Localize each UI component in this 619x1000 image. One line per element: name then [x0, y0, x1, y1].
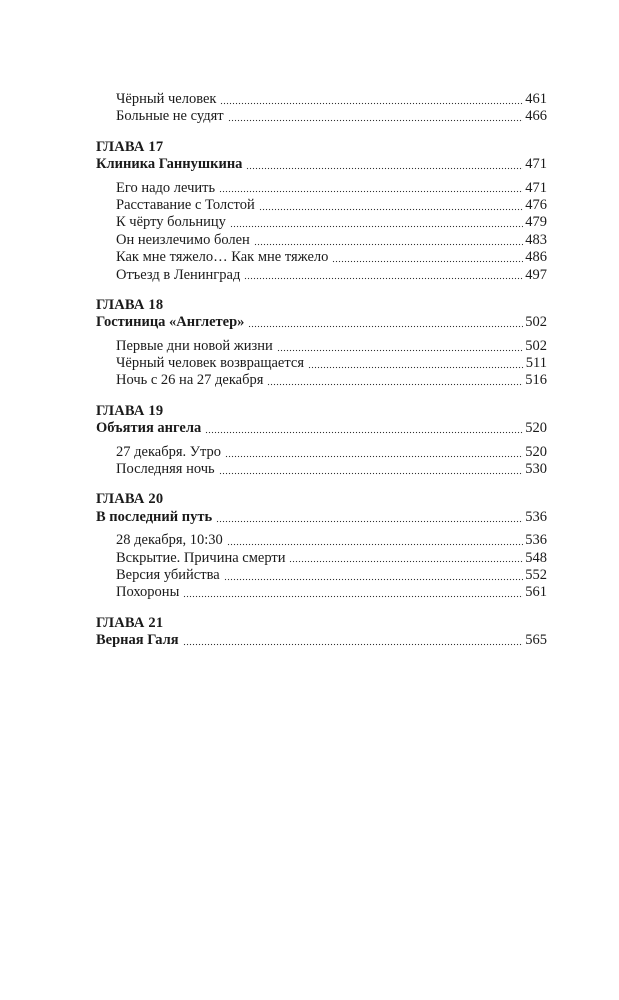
dot-leader [308, 365, 524, 369]
toc-entry-title: Версия убийства [116, 566, 220, 583]
dot-leader [183, 643, 524, 647]
toc-entry-title: Ночь с 26 на 27 декабря [116, 372, 264, 389]
toc-subentry[interactable] [96, 444, 547, 461]
toc-page-number: 516 [525, 372, 547, 389]
dot-leader [228, 119, 524, 123]
toc-entry-title: Чёрный человек [116, 91, 217, 107]
dot-leader [267, 383, 523, 387]
toc-subentry[interactable] [96, 355, 547, 372]
dot-leader [289, 560, 523, 564]
toc-page-number: 483 [525, 231, 547, 248]
toc-page-number: 536 [525, 508, 547, 525]
toc-entry-title: Гостиница «Англетер» [96, 314, 245, 331]
toc-entry-title: 27 декабря. Утро [116, 443, 222, 460]
toc-entry-title: Похороны [116, 584, 180, 601]
toc-entry-title: К чёрту больницу [116, 214, 226, 231]
dot-leader [259, 207, 524, 211]
toc-entry-title: Его надо лечить [116, 179, 216, 196]
toc-page-number: 520 [525, 420, 547, 437]
toc-page-number: 561 [525, 584, 547, 601]
dot-leader [254, 242, 523, 246]
toc-page-number: 520 [525, 443, 547, 460]
dot-leader [219, 471, 524, 475]
chapter-heading: ГЛАВА 17 [96, 138, 164, 155]
toc-entry-title: Объятия ангела [96, 420, 202, 437]
toc-page-number: 466 [525, 108, 547, 125]
toc-subentry[interactable] [96, 197, 547, 214]
toc-subentry[interactable] [96, 372, 547, 389]
table-of-contents [96, 91, 547, 650]
toc-subentry[interactable] [96, 267, 547, 284]
toc-subentry[interactable] [96, 232, 547, 249]
toc-page-number: 479 [525, 214, 547, 231]
dot-leader [277, 348, 524, 352]
dot-leader [248, 325, 523, 329]
toc-page-number: 536 [525, 532, 547, 549]
toc-page-number: 548 [525, 549, 547, 566]
toc-entry-title: Как мне тяжело… Как мне тяжело [116, 249, 329, 266]
toc-entry-title: Отъезд в Ленинград [116, 266, 241, 283]
toc-section-entry[interactable] [96, 509, 547, 526]
chapter-heading: ГЛАВА 20 [96, 491, 164, 508]
toc-subentry[interactable] [96, 584, 547, 601]
toc-page-number: 511 [525, 355, 547, 372]
dot-leader [224, 577, 524, 581]
dot-leader [246, 167, 523, 171]
toc-page-number: 497 [525, 266, 547, 283]
toc-page-number: 471 [525, 156, 547, 173]
toc-subentry[interactable] [96, 461, 547, 478]
toc-entry-title: Последняя ночь [116, 461, 215, 478]
dot-leader [225, 454, 523, 458]
toc-page-number: 530 [525, 461, 547, 478]
toc-entry-title: Он неизлечимо болен [116, 231, 250, 248]
toc-entry-title: Клиника Ганнушкина [96, 156, 243, 173]
toc-subentry[interactable] [96, 567, 547, 584]
chapter-heading: ГЛАВА 18 [96, 296, 164, 313]
toc-entry-title: Больные не судят [116, 108, 224, 125]
toc-page-number: 502 [525, 337, 547, 354]
toc-subentry[interactable] [96, 91, 547, 108]
dot-leader [183, 595, 523, 599]
dot-leader [216, 519, 523, 523]
dot-leader [220, 101, 523, 105]
toc-page-number: 476 [525, 196, 547, 213]
toc-entry-title: Вскрытие. Причина смерти [116, 549, 286, 566]
toc-page-number: 461 [525, 91, 547, 107]
toc-section-entry[interactable] [96, 632, 547, 649]
toc-subentry[interactable] [96, 338, 547, 355]
dot-leader [219, 190, 523, 194]
toc-page-number: 471 [525, 179, 547, 196]
chapter-heading: ГЛАВА 19 [96, 402, 164, 419]
dot-leader [332, 260, 523, 264]
toc-subentry[interactable] [96, 108, 547, 125]
toc-entry-title: Чёрный человек возвращается [116, 355, 304, 372]
toc-entry-title: Первые дни новой жизни [116, 337, 273, 354]
dot-leader [227, 543, 523, 547]
toc-entry-title: Расставание с Толстой [116, 196, 255, 213]
dot-leader [205, 431, 523, 435]
toc-subentry[interactable] [96, 180, 547, 197]
toc-page-number: 552 [525, 566, 547, 583]
chapter-heading: ГЛАВА 21 [96, 614, 164, 631]
toc-page-number: 502 [525, 314, 547, 331]
toc-page-number: 486 [525, 249, 547, 266]
dot-leader [244, 277, 523, 281]
toc-section-entry[interactable] [96, 420, 547, 437]
toc-subentry[interactable] [96, 249, 547, 266]
dot-leader [230, 225, 523, 229]
toc-section-entry[interactable] [96, 156, 547, 173]
toc-entry-title: Верная Галя [96, 632, 179, 649]
toc-page-number: 565 [525, 632, 547, 649]
toc-entry-title: В последний путь [96, 508, 213, 525]
toc-subentry[interactable] [96, 532, 547, 549]
toc-subentry[interactable] [96, 550, 547, 567]
toc-entry-title: 28 декабря, 10:30 [116, 532, 223, 549]
toc-section-entry[interactable] [96, 314, 547, 331]
toc-subentry[interactable] [96, 214, 547, 231]
